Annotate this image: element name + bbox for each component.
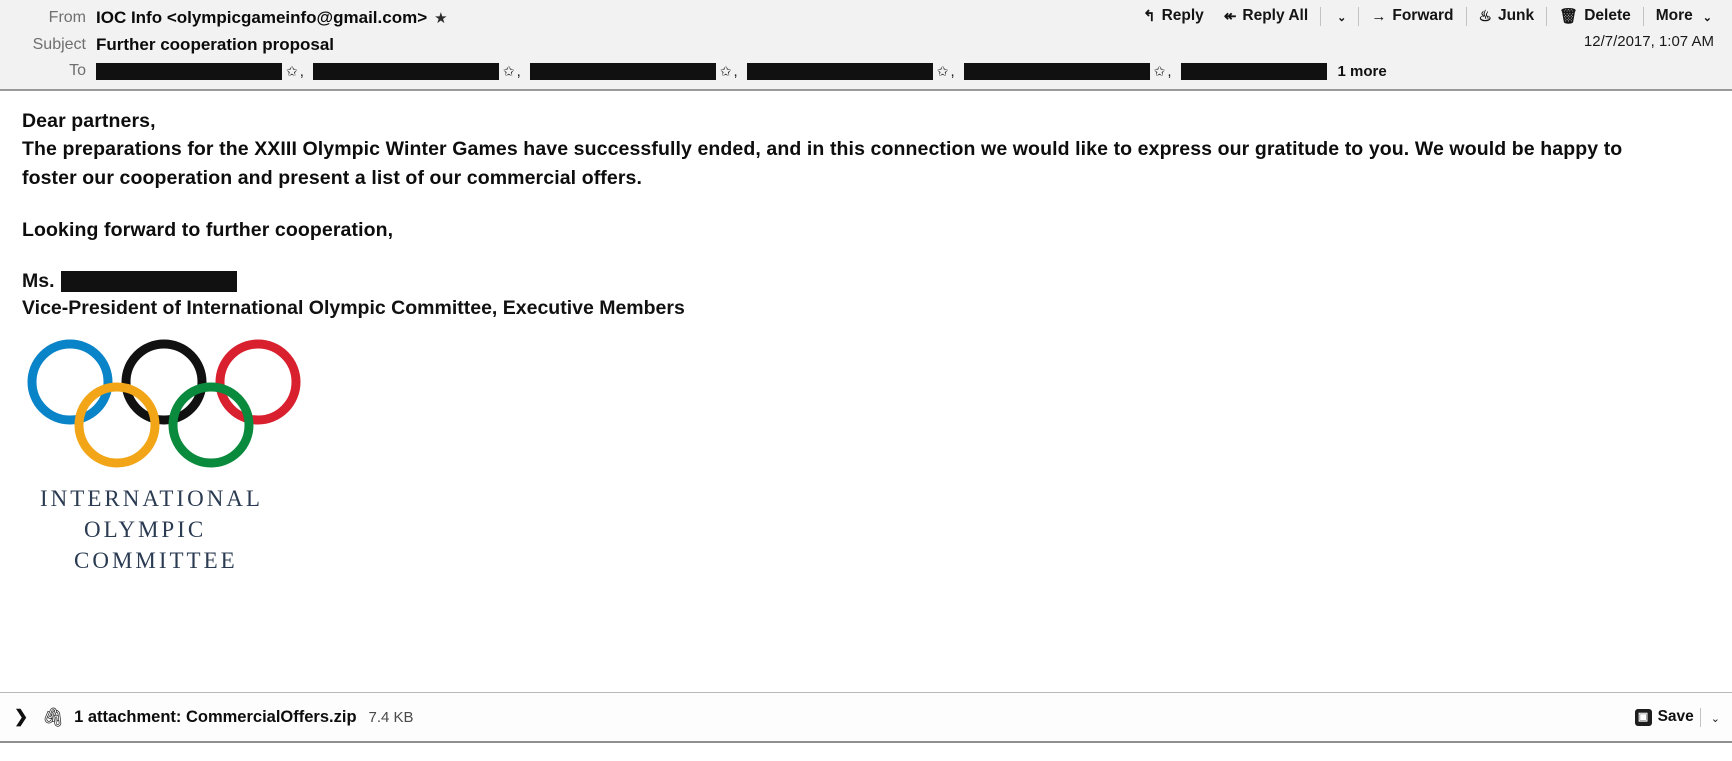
toolbar-divider xyxy=(1320,7,1321,26)
ioc-wordmark xyxy=(40,483,1708,576)
signature-prefix: Ms. xyxy=(22,270,55,293)
redacted-signature-name xyxy=(61,271,237,292)
ioc-line-2: OLYMPIC xyxy=(84,517,207,543)
star-icon[interactable]: ✩ xyxy=(1153,62,1166,79)
star-icon[interactable]: ✩ xyxy=(286,62,298,79)
to-label: To xyxy=(69,62,86,79)
recipient-chip[interactable] xyxy=(530,63,744,80)
recipient-chip[interactable] xyxy=(747,63,961,80)
reply-label: Reply xyxy=(1161,7,1204,24)
recipient-chip[interactable] xyxy=(96,63,310,80)
subject-label: Subject xyxy=(32,35,86,53)
toolbar-divider xyxy=(1700,708,1701,727)
to-row xyxy=(0,58,1732,87)
save-label: Save xyxy=(1657,708,1694,725)
more-label: More xyxy=(1655,7,1693,24)
redacted-recipient xyxy=(313,63,499,80)
body-paragraph-1: The preparations for the XXIII Olympic Winter Games have successfully ended, and in this connection we would like to express our gratitude to you. We would be happy to foster our cooperation and present a list of our commercial offers. xyxy=(22,138,1623,189)
body-spacer xyxy=(22,244,1708,268)
attachment-name[interactable]: 1 attachment: CommercialOffers.zip xyxy=(74,707,357,726)
attachment-save-group xyxy=(1635,708,1720,727)
redacted-recipient xyxy=(747,63,933,80)
redacted-recipient xyxy=(964,63,1150,80)
signature-title: Vice-President of International Olympic Committee, Executive Members xyxy=(22,297,685,320)
expand-attachments-icon[interactable]: ❯ xyxy=(14,707,29,726)
toolbar-divider xyxy=(1643,7,1644,26)
attachment-bar xyxy=(0,692,1732,743)
olympic-logo xyxy=(26,338,1708,576)
recipient-separator: , xyxy=(950,62,955,80)
reply-all-dropdown[interactable] xyxy=(1323,6,1356,27)
redacted-recipient xyxy=(1181,63,1327,80)
ioc-line-3: COMMITTEE xyxy=(74,548,238,574)
redacted-recipient xyxy=(530,63,716,80)
redacted-recipient xyxy=(96,63,282,80)
from-label: From xyxy=(48,8,86,26)
chevron-down-icon[interactable]: ⌄ xyxy=(1710,712,1720,725)
recipient-separator: , xyxy=(733,62,738,80)
recipient-separator: , xyxy=(299,62,304,80)
message-header xyxy=(0,0,1732,91)
toolbar-divider xyxy=(1358,7,1359,26)
reply-all-button[interactable] xyxy=(1214,3,1318,29)
message-date: 12/7/2017, 1:07 AM xyxy=(1583,33,1714,50)
forward-label: Forward xyxy=(1392,7,1454,24)
recipient-separator: , xyxy=(516,62,521,80)
body-greeting: Dear partners, xyxy=(22,110,156,132)
toolbar-divider xyxy=(1546,7,1547,26)
ioc-line-1: INTERNATIONAL xyxy=(40,486,263,512)
delete-button[interactable] xyxy=(1549,3,1641,29)
paperclip-icon: 🖇 xyxy=(41,705,67,728)
recipient-chip[interactable] xyxy=(964,63,1178,80)
star-icon[interactable]: ✩ xyxy=(936,62,949,79)
toolbar-divider xyxy=(1466,7,1467,26)
attachment-size: 7.4 KB xyxy=(368,708,414,726)
star-icon[interactable]: ★ xyxy=(434,9,448,27)
recipient-chip[interactable] xyxy=(313,63,527,80)
olympic-rings-icon xyxy=(26,338,306,468)
more-recipients-link[interactable]: 1 more xyxy=(1337,62,1387,80)
subject-row xyxy=(0,31,1732,58)
reply-all-icon: ↞ xyxy=(1223,7,1237,25)
signature-name-row xyxy=(22,270,1708,293)
star-icon[interactable]: ✩ xyxy=(502,62,515,79)
more-button[interactable] xyxy=(1646,3,1722,29)
junk-icon: ♨ xyxy=(1478,7,1492,25)
recipient-chip[interactable] xyxy=(1181,63,1327,80)
junk-label: Junk xyxy=(1497,7,1535,24)
recipient-separator: , xyxy=(1167,62,1172,80)
from-address[interactable]: IOC Info <olympicgameinfo@gmail.com> xyxy=(96,7,428,27)
save-attachment-button[interactable] xyxy=(1635,708,1694,726)
delete-label: Delete xyxy=(1584,7,1631,24)
subject-text: Further cooperation proposal xyxy=(96,34,335,54)
forward-icon: → xyxy=(1371,7,1387,25)
message-toolbar xyxy=(1133,3,1722,29)
reply-icon: ↰ xyxy=(1143,7,1156,25)
star-icon[interactable]: ✩ xyxy=(719,62,732,79)
body-spacer xyxy=(22,192,1708,216)
chevron-down-icon: ⌄ xyxy=(1702,11,1712,24)
junk-button[interactable] xyxy=(1469,3,1545,29)
reply-button[interactable] xyxy=(1133,3,1214,29)
window-footer xyxy=(0,743,1732,761)
message-body xyxy=(0,91,1732,692)
chevron-down-icon: ⌄ xyxy=(1337,11,1347,24)
body-closing: Looking forward to further cooperation, xyxy=(22,218,394,241)
reply-all-label: Reply All xyxy=(1242,7,1309,24)
trash-icon: 🗑 xyxy=(1559,7,1579,25)
forward-button[interactable] xyxy=(1361,3,1463,29)
save-icon: ▣ xyxy=(1635,709,1652,726)
